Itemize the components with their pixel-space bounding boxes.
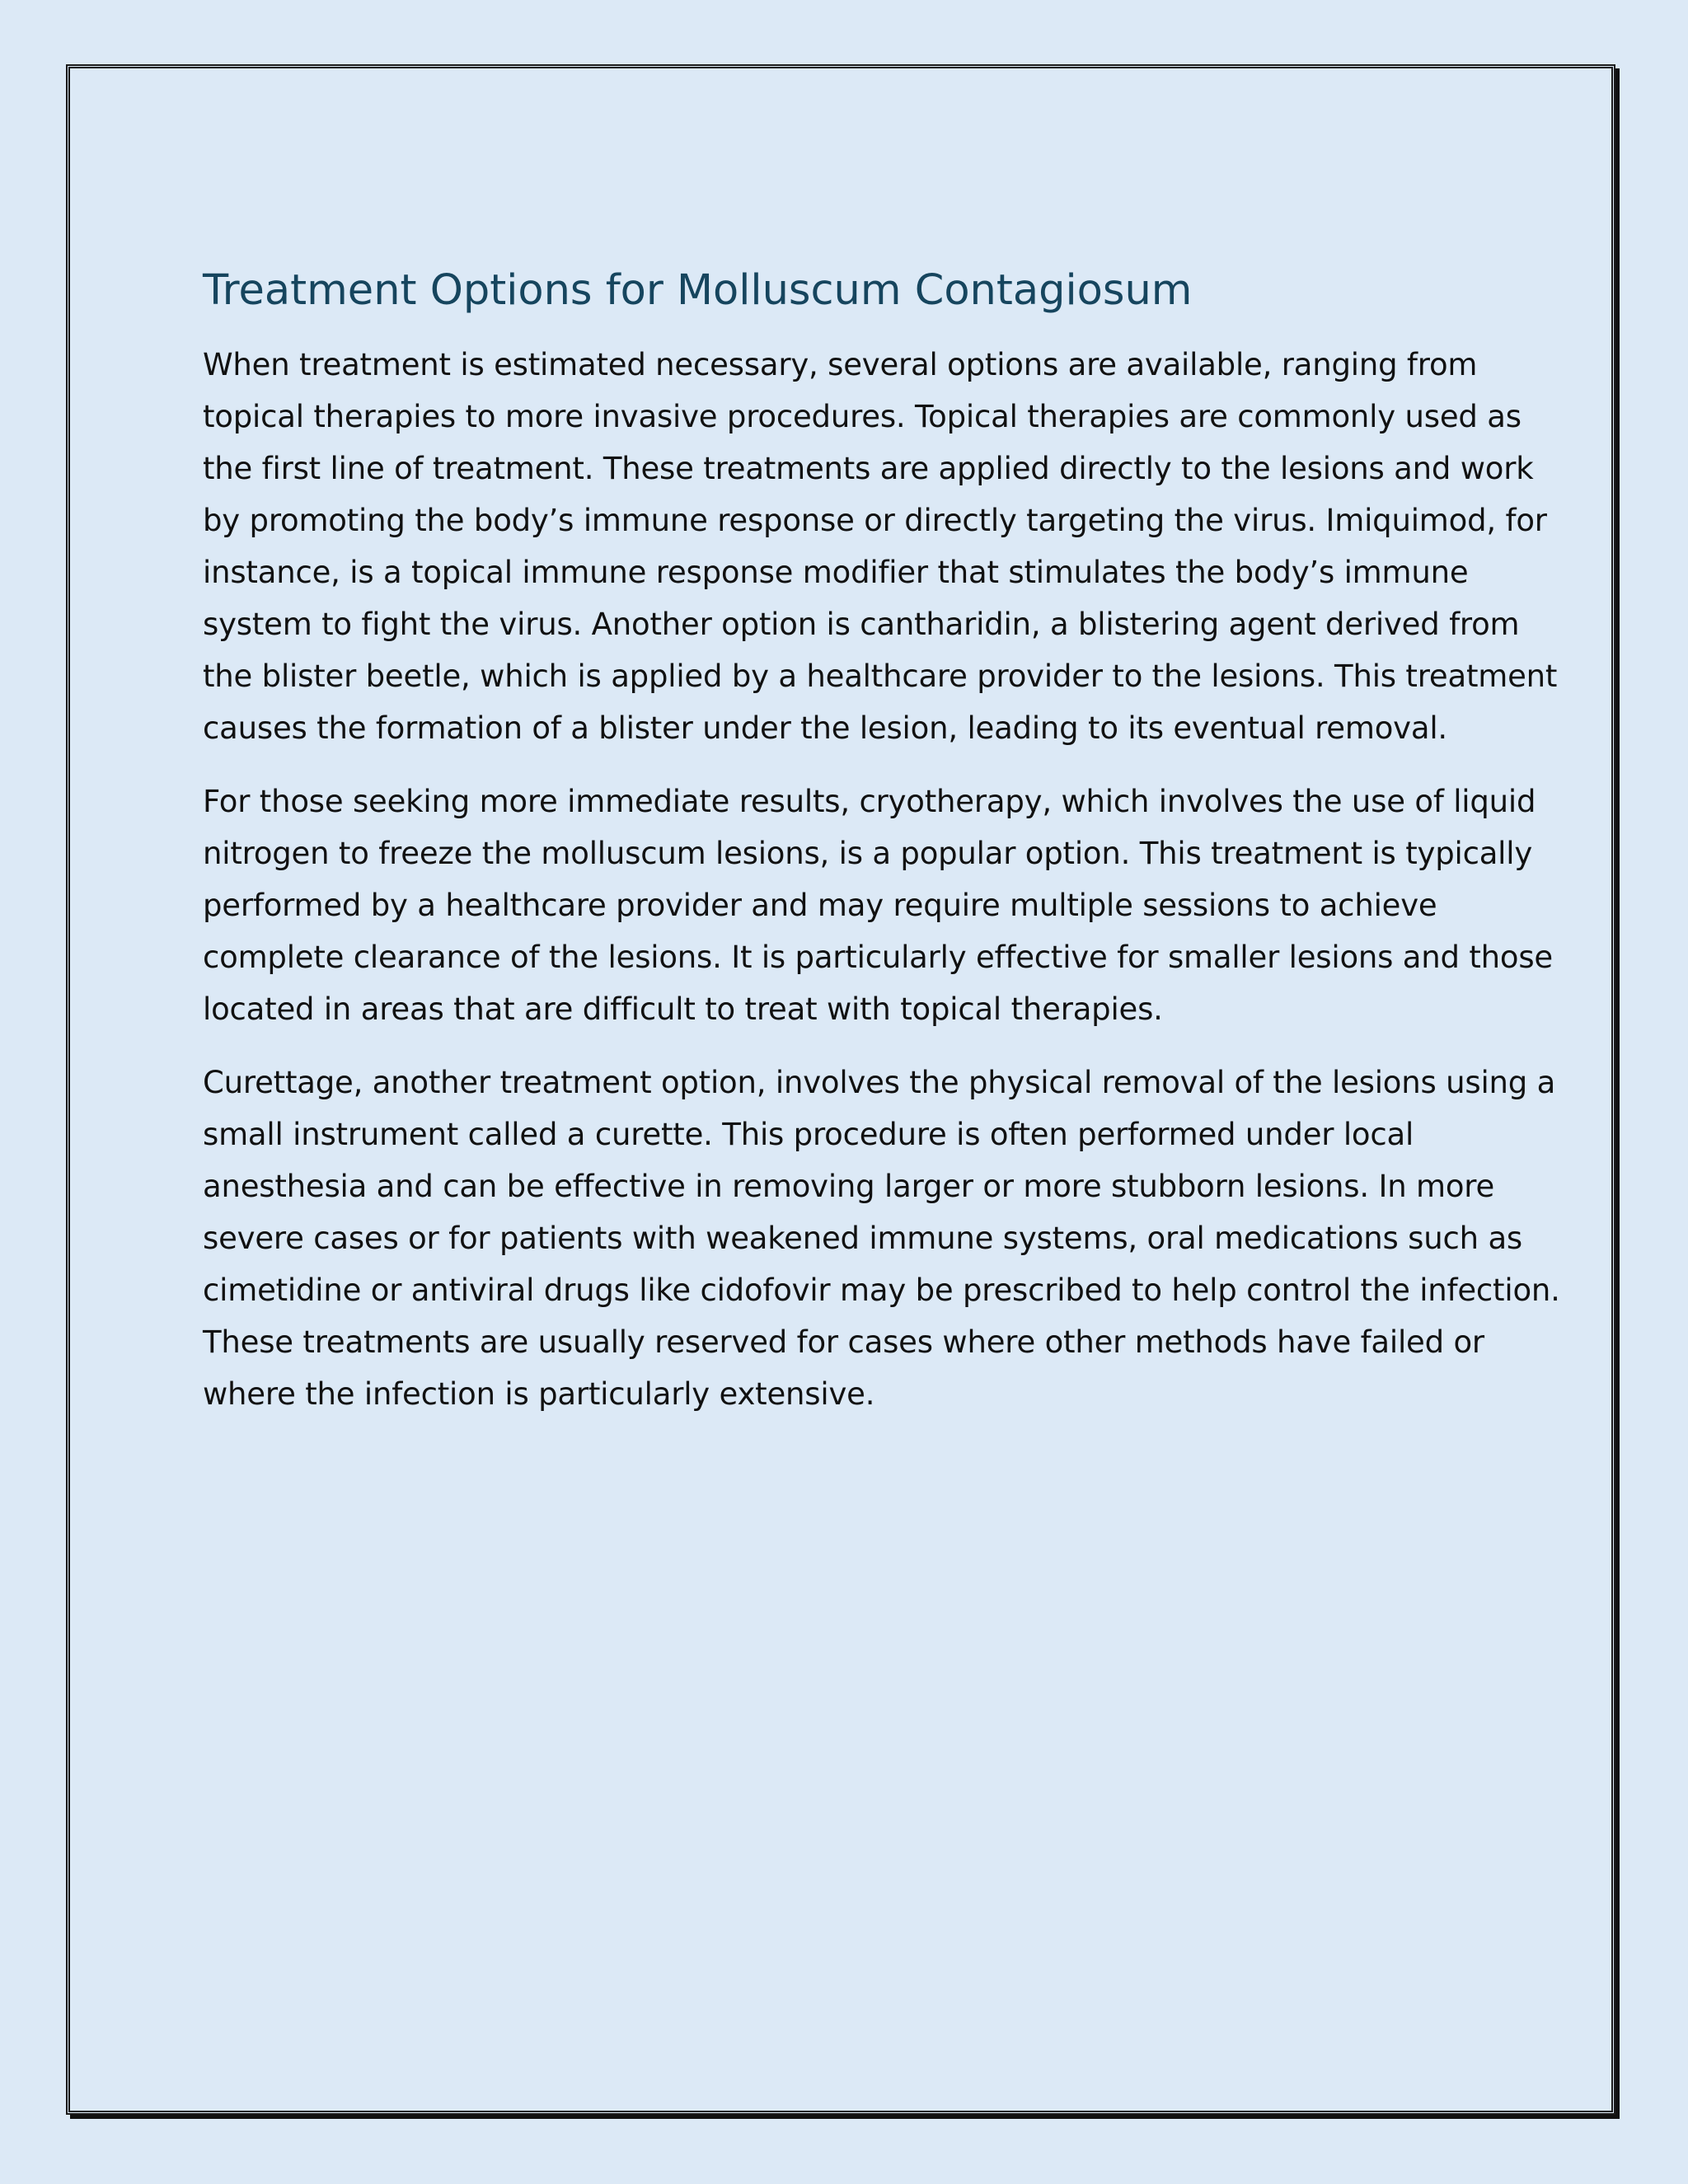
paragraph-topical-therapies: When treatment is estimated necessary, several options are available, ranging from topical therapies to more invasive procedures. Topical therapies are commonly used as the first line of treatment. These treatments are applied directly to the lesions and work by promoting the body’s immune response or directly targeting the virus. Imiquimod, for instance, is a topical immune response modifier that stimulates the body’s immune system to fight the virus. Another option is cantharidin, a blistering agent derived from the blister beetle, which is applied by a healthcare provider to the lesions. This treatment causes the formation of a blister under the lesion, leading to its eventual removal. <box>203 347 1558 746</box>
paragraph-cryotherapy: For those seeking more immediate results, cryotherapy, which involves the use of liquid nitrogen to freeze the molluscum lesions, is a popular option. This treatment is typically performed by a healthcare provider and may require multiple sessions to achieve complete clearance of the lesions. It is particularly effective for smaller lesions and those located in areas that are difficult to treat with topical therapies. <box>203 784 1553 1027</box>
page-frame <box>66 64 1615 2115</box>
paragraph-curettage: Curettage, another treatment option, involves the physical removal of the lesions using a small instrument called a curette. This procedure is often performed under local anesthesia and can be effective in removing larger or more stubborn lesions. In more severe cases or for patients with weakened immune systems, oral medications such as cimetidine or antiviral drugs like cidofovir may be prescribed to help control the infection. These treatments are usually reserved for cases where other methods have failed or where the infection is particularly extensive. <box>203 1065 1560 1412</box>
document-body <box>203 265 1563 1441</box>
page-title: Treatment Options for Molluscum Contagiosum <box>203 266 1193 315</box>
